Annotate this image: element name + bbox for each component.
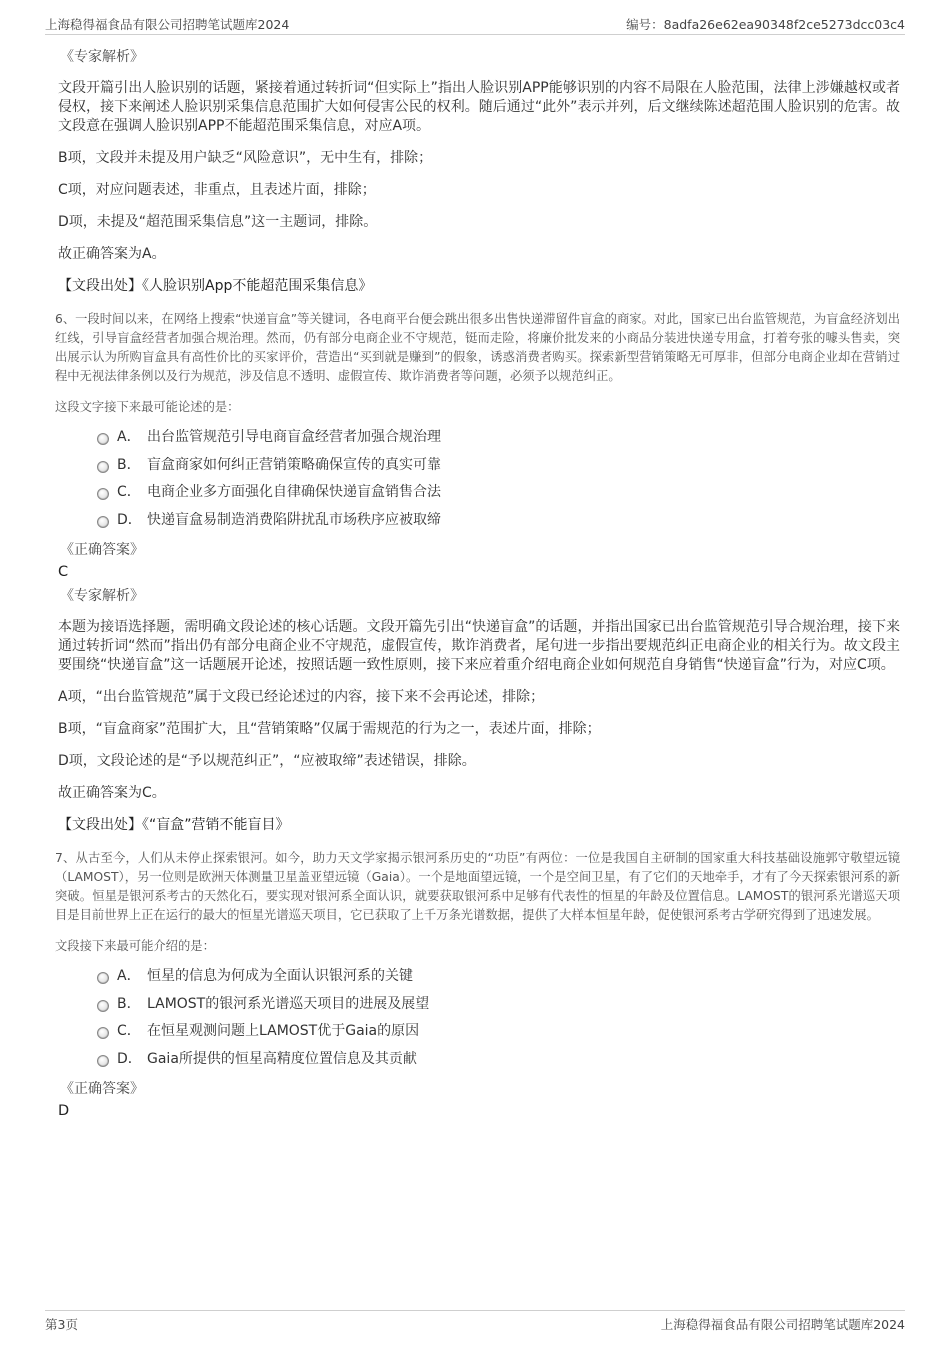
option-text: LAMOST的银河系光谱巡天项目的进展及展望 <box>147 995 430 1012</box>
option-text: Gaia所提供的恒星高精度位置信息及其贡献 <box>147 1050 417 1067</box>
q6-option-a-note: A项，“出台监管规范”属于文段已经论述过的内容，接下来不会再论述，排除； <box>58 689 545 705</box>
q5-option-c-note: C项，对应问题表述，非重点，且表述片面，排除； <box>58 182 376 198</box>
q6-conclusion: 故正确答案为C。 <box>58 785 166 801</box>
option-key: C． <box>117 484 141 500</box>
radio-icon[interactable] <box>97 1055 109 1067</box>
q7-options <box>97 965 900 1075</box>
option-text: 电商企业多方面强化自律确保快递盲盒销售合法 <box>147 484 441 500</box>
option-key: C． <box>117 1023 141 1039</box>
radio-icon[interactable] <box>97 433 109 445</box>
option-key: D． <box>117 1050 142 1067</box>
q5-option-b-note: B项，文段并未提及用户缺乏“风险意识”，无中生有，排除； <box>58 150 433 166</box>
q5-analysis-text: 文段开篇引出人脸识别的话题，紧接着通过转折词“但实际上”指出人脸识别APP能够识别的内容不局限在人脸范围，法律上涉嫌越权或者侵权，接下来阐述人脸识别采集信息范围扩大如何侵害公民的权利。随后通过“此外”表示并列，后文继续陈述超范围人脸识别的危害。故文段意在强调人脸识别APP不能超范围采集信息，对应A项。 <box>58 80 900 134</box>
q6-option-a[interactable] <box>97 426 900 454</box>
q5-option-d-note: D项，未提及“超范围采集信息”这一主题词，排除。 <box>58 214 378 230</box>
q6-option-d-note: D项，文段论述的是“予以规范纠正”，“应被取缔”表述错误，排除。 <box>58 753 476 769</box>
q7-option-c[interactable] <box>97 1020 900 1048</box>
q5-analysis-block <box>55 45 900 296</box>
page-header <box>45 12 905 35</box>
radio-icon[interactable] <box>97 488 109 500</box>
page-footer <box>45 1310 905 1335</box>
q6-analysis-text: 本题为接语选择题，需明确文段论述的核心话题。文段开篇先引出“快递盲盒”的话题，并指出国家已出台监管规范引导合规治理，接下来通过转折词“然而”指出仍有部分电商企业不守规范，虚假宣传，欺诈消费者，尾句进一步指出要规范纠正电商企业的相关行为。故文段主要围绕“快递盲盒”这一话题展开论述，按照话题一致性原则，接下来应着重介绍电商企业如何规范自身销售“快递盲盒”行为，对应C项。 <box>58 619 900 673</box>
option-key: A． <box>117 968 141 984</box>
q7-option-d[interactable] <box>97 1048 900 1076</box>
q5-expert-label: 《专家解析》 <box>60 49 144 65</box>
header-doc-id: 编号：8adfa26e62ea90348f2ce5273dcc03c4 <box>626 17 905 32</box>
question-6 <box>55 310 900 835</box>
q7-option-b[interactable] <box>97 993 900 1021</box>
q6-options <box>97 426 900 536</box>
option-text: 在恒星观测问题上LAMOST优于Gaia的原因 <box>147 1023 420 1039</box>
radio-icon[interactable] <box>97 461 109 473</box>
q6-option-b-note: B项，“盲盒商家”范围扩大，且“营销策略”仅属于需规范的行为之一，表述片面，排除； <box>58 721 601 737</box>
q7-answer-label: 《正确答案》 <box>60 1081 144 1097</box>
option-text: 快递盲盒易制造消费陷阱扰乱市场秩序应被取缔 <box>147 511 441 528</box>
radio-icon[interactable] <box>97 516 109 528</box>
page-content <box>55 45 900 1121</box>
q7-prompt: 文段接下来最可能介绍的是： <box>55 939 215 953</box>
header-title: 上海稳得福食品有限公司招聘笔试题库2024 <box>45 17 290 32</box>
q6-text: 6、一段时间以来，在网络上搜索“快递盲盒”等关键词，各电商平台便会跳出很多出售快递滞留件盲盒的商家。对此，国家已出台监管规范，为盲盒经济划出红线，引导盲盒经营者加强合规治理。然而，仍有部分电商企业不守规范，铤而走险，将廉价批发来的小商品分装进快递专用盒，打着夸张的噱头售卖，突出展示认为所购盲盒具有高性价比的买家评价，营造出“买到就是赚到”的假象，诱惑消费者购买。探索新型营销策略无可厚非，但部分电商企业却在营销过程中无视法律条例以及行为规范，涉及信息不透明、虚假宣传、欺诈消费者等问题，必须予以规范纠正。 <box>55 312 900 383</box>
q7-option-a[interactable] <box>97 965 900 993</box>
option-key: A． <box>117 429 141 445</box>
option-text: 恒星的信息为何成为全面认识银河系的关键 <box>147 968 413 984</box>
q6-source: 【文段出处】《“盲盒”营销不能盲目》 <box>58 817 290 833</box>
q6-expert-label: 《专家解析》 <box>60 588 144 604</box>
q5-conclusion: 故正确答案为A。 <box>58 246 166 262</box>
q6-answer-label: 《正确答案》 <box>60 542 144 558</box>
q6-answer: C <box>58 564 69 580</box>
question-7 <box>55 849 900 1121</box>
radio-icon[interactable] <box>97 1027 109 1039</box>
option-key: B． <box>117 456 141 473</box>
q6-prompt: 这段文字接下来最可能论述的是： <box>55 400 240 414</box>
q7-text: 7、从古至今，人们从未停止探索银河。如今，助力天文学家揭示银河系历史的“功臣”有两位：一位是我国自主研制的国家重大科技基础设施郭守敬望远镜（LAMOST），另一位则是欧洲天体测量卫星盖亚望远镜（Gaia）。一个是地面望远镜，一个是空间卫星，有了它们的天地牵手，才有了今天探索银河系的新突破。恒星是银河系考古的天然化石，要实现对银河系全面认识，就要获取银河系中足够有代表性的恒星的年龄及位置信息。LAMOST的银河系光谱巡天项目是目前世界上正在运行的最大的恒星光谱巡天项目，它已获取了上千万条光谱数据，提供了大样本恒星年龄，促使银河系考古学研究得到了迅速发展。 <box>55 851 900 922</box>
page-number: 第3页 <box>45 1317 78 1332</box>
footer-title: 上海稳得福食品有限公司招聘笔试题库2024 <box>660 1317 905 1332</box>
radio-icon[interactable] <box>97 972 109 984</box>
q6-option-c[interactable] <box>97 481 900 509</box>
option-text: 盲盒商家如何纠正营销策略确保宣传的真实可靠 <box>147 456 441 473</box>
q6-option-d[interactable] <box>97 509 900 537</box>
q5-source: 【文段出处】《人脸识别App不能超范围采集信息》 <box>58 278 373 294</box>
option-key: D． <box>117 511 142 528</box>
radio-icon[interactable] <box>97 1000 109 1012</box>
q6-option-b[interactable] <box>97 454 900 482</box>
option-key: B． <box>117 995 141 1012</box>
option-text: 出台监管规范引导电商盲盒经营者加强合规治理 <box>147 429 441 445</box>
q7-answer: D <box>58 1103 70 1119</box>
